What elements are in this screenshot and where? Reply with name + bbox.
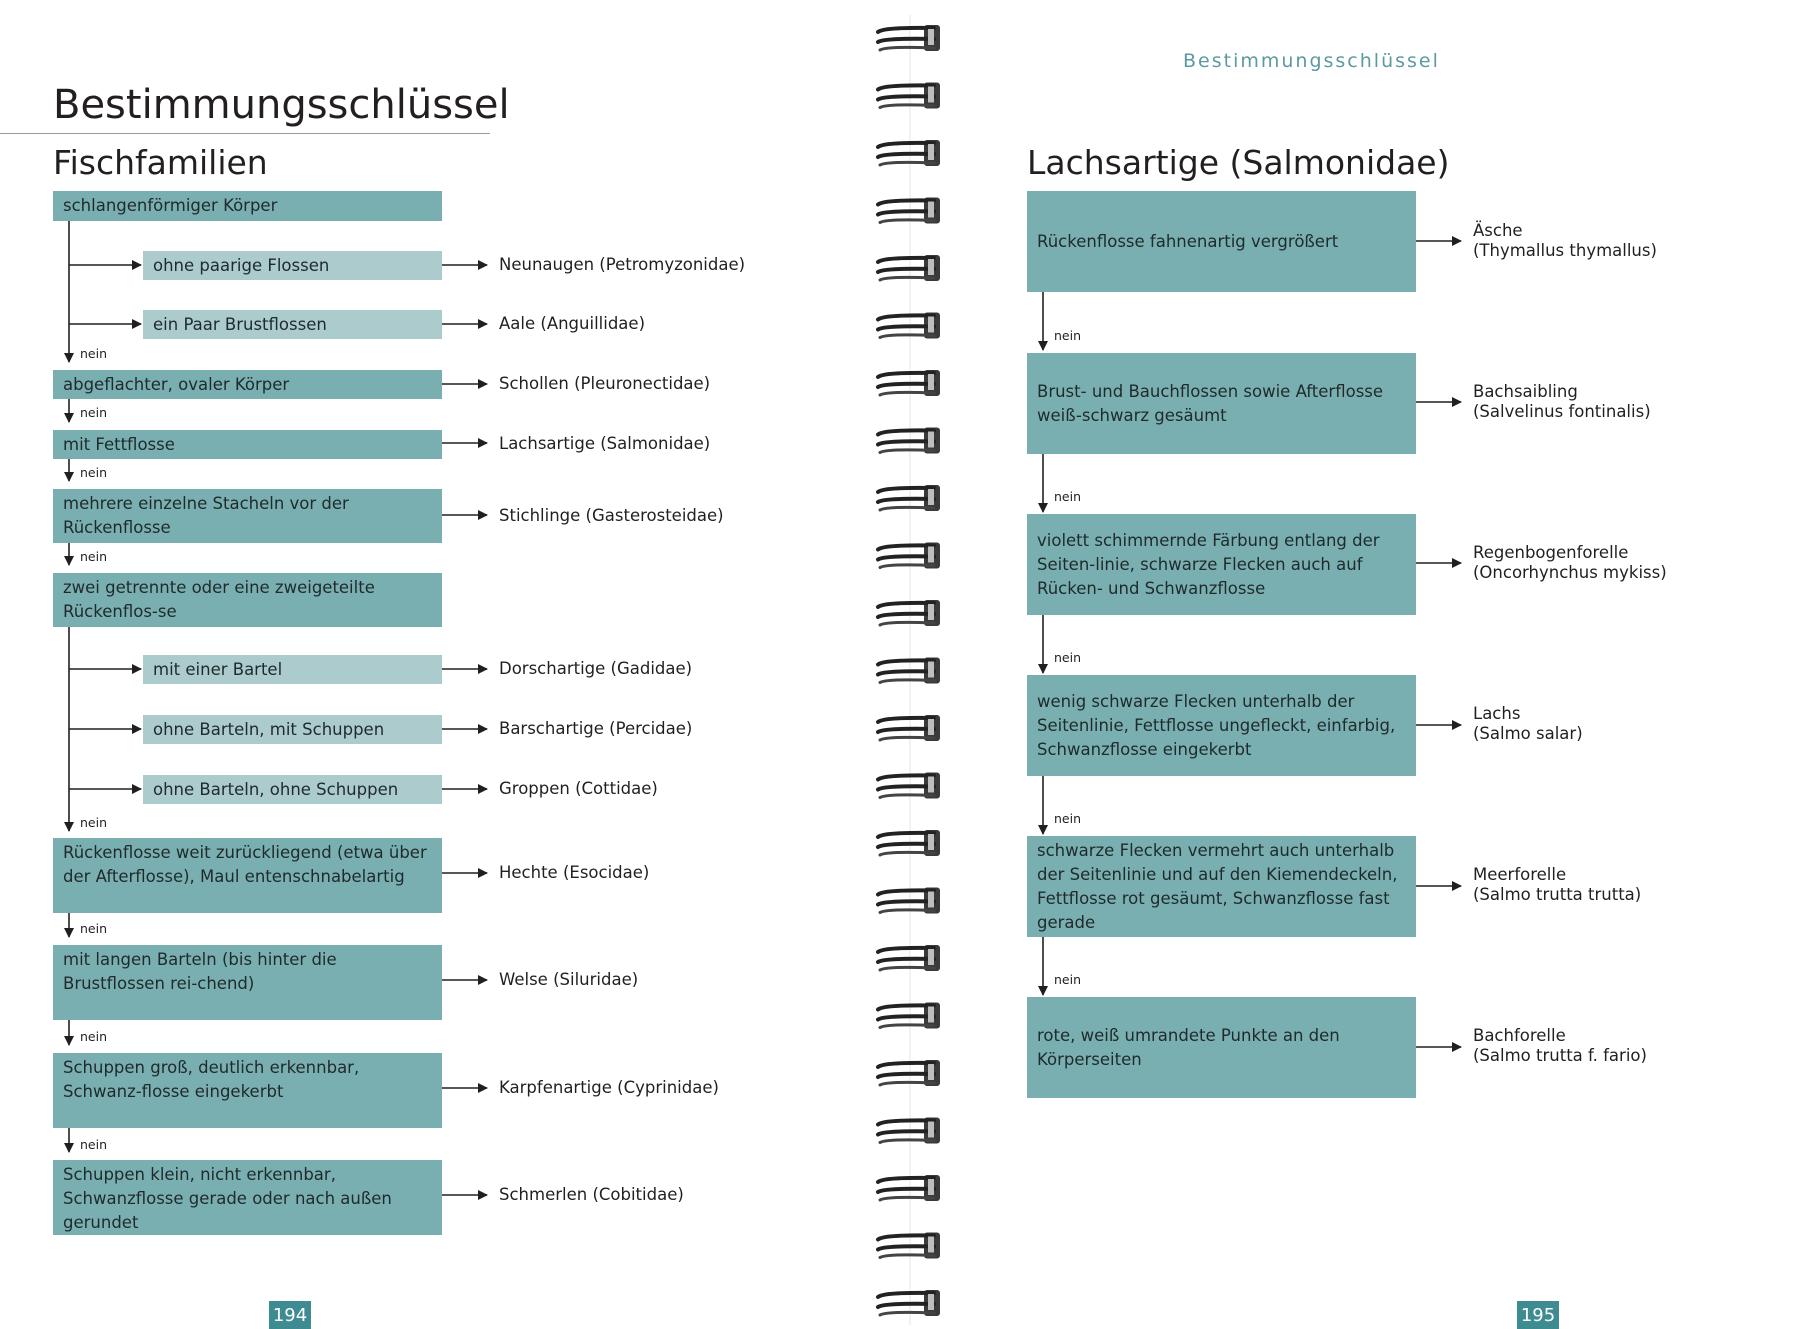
binding-ring — [878, 945, 940, 971]
species-name: Bachforelle — [1473, 1026, 1566, 1045]
binding-ring — [878, 658, 940, 684]
result-dorschartige: Dorschartige (Gadidae) — [499, 659, 693, 678]
key-step-13: Schuppen groß, deutlich erkennbar, Schwanz-flosse eingekerbt — [53, 1053, 442, 1128]
key-step-6: mehrere einzelne Stacheln vor der Rückenflosse — [53, 489, 442, 543]
title-rule — [0, 133, 490, 134]
binding-ring — [878, 830, 940, 856]
result-species-2 — [1473, 382, 1651, 422]
binding-ring — [878, 1290, 940, 1316]
key-substep-2: ohne paarige Flossen — [143, 251, 442, 280]
binding-ring — [878, 1060, 940, 1086]
binding-ring — [878, 1175, 940, 1201]
page-title: Bestimmungsschlüssel — [53, 82, 510, 128]
key-substep-9: ohne Barteln, mit Schuppen — [143, 715, 442, 744]
binding-ring — [878, 1233, 940, 1259]
salmonid-step-1: Rückenflosse fahnenartig vergrößert — [1027, 191, 1416, 292]
binding-ring — [878, 255, 940, 281]
no-label: nein — [80, 405, 108, 420]
result-lachsartige: Lachsartige (Salmonidae) — [499, 434, 711, 453]
result-welse: Welse (Siluridae) — [499, 970, 639, 989]
species-latin: (Salvelinus fontinalis) — [1473, 402, 1651, 421]
result-species-5 — [1473, 865, 1641, 905]
no-label: nein — [80, 1029, 108, 1044]
salmonid-step-5: schwarze Flecken vermehrt auch unterhalb der Seitenlinie und auf den Kiemendeckeln, Fettflosse rot gesäumt, Schwanzflosse fast gerade — [1027, 836, 1416, 937]
key-substep-3: ein Paar Brustflossen — [143, 310, 442, 339]
binding-ring — [878, 543, 940, 569]
species-latin: (Thymallus thymallus) — [1473, 241, 1657, 260]
species-name: Lachs — [1473, 704, 1521, 723]
binding-ring — [878, 773, 940, 799]
key-step-1: schlangenförmiger Körper — [53, 191, 442, 221]
result-species-3 — [1473, 543, 1667, 583]
binding-ring — [878, 600, 940, 626]
species-latin: (Salmo trutta f. fario) — [1473, 1046, 1647, 1065]
result-species-1 — [1473, 221, 1657, 261]
result-karpfenartige: Karpfenartige (Cyprinidae) — [499, 1078, 719, 1097]
result-schmerlen: Schmerlen (Cobitidae) — [499, 1185, 684, 1204]
salmonid-step-3: violett schimmernde Färbung entlang der Seiten-linie, schwarze Flecken auch auf Rücken- und Schwanzflosse — [1027, 514, 1416, 615]
no-label: nein — [80, 1137, 108, 1152]
binding-ring — [878, 198, 940, 224]
no-label: nein — [80, 346, 108, 361]
no-label: nein — [80, 549, 108, 564]
species-name: Bachsaibling — [1473, 382, 1578, 401]
binding-ring — [878, 25, 940, 51]
result-barschartige: Barschartige (Percidae) — [499, 719, 693, 738]
result-aale: Aale (Anguillidae) — [499, 314, 646, 333]
no-label: nein — [80, 465, 108, 480]
no-label: nein — [80, 921, 108, 936]
key-step-14: Schuppen klein, nicht erkennbar, Schwanzflosse gerade oder nach außen gerundet — [53, 1160, 442, 1235]
result-hechte: Hechte (Esocidae) — [499, 863, 650, 882]
section-subtitle: Lachsartige (Salmonidae) — [1027, 143, 1450, 182]
binding-ring — [878, 370, 940, 396]
result-schollen: Schollen (Pleuronectidae) — [499, 374, 711, 393]
result-groppen: Groppen (Cottidae) — [499, 779, 658, 798]
no-label: nein — [1054, 811, 1082, 826]
key-step-12: mit langen Barteln (bis hinter die Brustflossen rei-chend) — [53, 945, 442, 1020]
species-latin: (Oncorhynchus mykiss) — [1473, 563, 1667, 582]
key-step-7: zwei getrennte oder eine zweigeteilte Rückenflos-se — [53, 573, 442, 627]
result-neunaugen: Neunaugen (Petromyzonidae) — [499, 255, 746, 274]
salmonid-step-2: Brust- und Bauchflossen sowie Afterflosse weiß-schwarz gesäumt — [1027, 353, 1416, 454]
species-name: Äsche — [1473, 221, 1523, 240]
species-latin: (Salmo trutta trutta) — [1473, 885, 1642, 904]
species-latin: (Salmo salar) — [1473, 724, 1583, 743]
binding-ring — [878, 140, 940, 166]
binding-ring — [878, 1118, 940, 1144]
key-step-11: Rückenflosse weit zurückliegend (etwa über der Afterflosse), Maul entenschnabelartig — [53, 838, 442, 913]
salmonid-step-4: wenig schwarze Flecken unterhalb der Seitenlinie, Fettflosse ungefleckt, einfarbig, Schwanzflosse eingekerbt — [1027, 675, 1416, 776]
salmonid-step-6: rote, weiß umrandete Punkte an den Körperseiten — [1027, 997, 1416, 1098]
page-number-left: 194 — [269, 1301, 311, 1329]
binding-ring — [878, 715, 940, 741]
binding-ring — [878, 1003, 940, 1029]
species-name: Meerforelle — [1473, 865, 1567, 884]
no-label: nein — [1054, 328, 1082, 343]
key-substep-8: mit einer Bartel — [143, 655, 442, 684]
result-species-4 — [1473, 704, 1583, 744]
binding-ring — [878, 313, 940, 339]
no-label: nein — [80, 815, 108, 830]
page-number-right: 195 — [1517, 1301, 1559, 1329]
binding-ring — [878, 888, 940, 914]
key-substep-10: ohne Barteln, ohne Schuppen — [143, 775, 442, 804]
binding-ring — [878, 428, 940, 454]
no-label: nein — [1054, 650, 1082, 665]
binding-ring — [878, 83, 940, 109]
running-head: Bestimmungsschlüssel — [1183, 50, 1440, 72]
key-step-4: abgeflachter, ovaler Körper — [53, 370, 442, 399]
result-species-6 — [1473, 1026, 1647, 1066]
section-subtitle: Fischfamilien — [53, 143, 268, 182]
key-step-5: mit Fettflosse — [53, 430, 442, 459]
result-stichlinge: Stichlinge (Gasterosteidae) — [499, 506, 724, 525]
no-label: nein — [1054, 489, 1082, 504]
no-label: nein — [1054, 972, 1082, 987]
spiral-binding — [874, 15, 944, 1325]
species-name: Regenbogenforelle — [1473, 543, 1629, 562]
binding-ring — [878, 485, 940, 511]
